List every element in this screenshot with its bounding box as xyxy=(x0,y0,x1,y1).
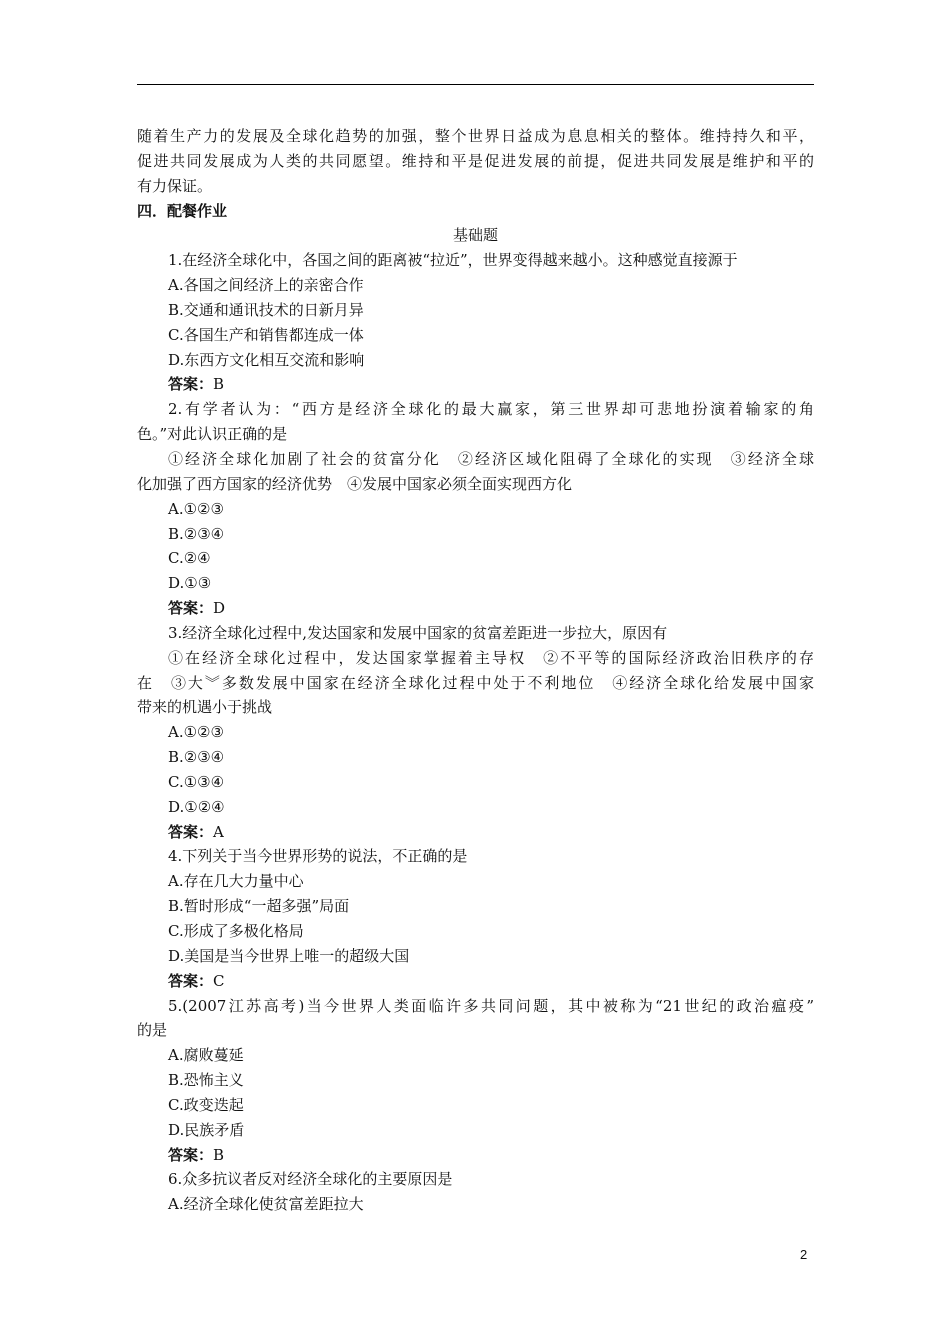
answer-line xyxy=(137,1143,814,1168)
answer-line xyxy=(137,969,814,994)
intro-line: 有力保证。 xyxy=(137,176,213,195)
option: D.①②④ xyxy=(168,797,225,816)
option: A.腐败蔓延 xyxy=(168,1046,244,1065)
answer-value: D xyxy=(213,599,226,618)
statement: 化加强了西方国家的经济优势 ④发展中国家必须全面实现西方化 xyxy=(137,474,573,493)
answer-value: B xyxy=(213,1145,225,1164)
option: A.存在几大力量中心 xyxy=(168,872,304,891)
option: C.各国生产和销售都连成一体 xyxy=(168,325,364,344)
answer-line xyxy=(137,596,814,621)
question-stem: 6.众多抗议者反对经济全球化的主要原因是 xyxy=(168,1170,453,1189)
answer-value: C xyxy=(213,971,225,990)
answer-label: 答案： xyxy=(168,599,214,618)
question-stem: 色。”对此认识正确的是 xyxy=(137,425,288,444)
section-heading: 四．配餐作业 xyxy=(137,201,228,220)
option: C.②④ xyxy=(168,549,211,568)
option: B.恐怖主义 xyxy=(168,1071,244,1090)
subheading: 基础题 xyxy=(452,226,498,245)
option: D.美国是当今世界上唯一的超级大国 xyxy=(168,946,410,965)
question-stem: 4.下列关于当今世界形势的说法，不正确的是 xyxy=(168,847,468,866)
answer-line xyxy=(137,372,814,397)
question-stem: 3.经济全球化过程中,发达国家和发展中国家的贫富差距进一步拉大，原因有 xyxy=(168,623,668,642)
answer-value: B xyxy=(213,375,225,394)
statement: 带来的机遇小于挑战 xyxy=(137,698,273,717)
option: C.①③④ xyxy=(168,772,225,791)
answer-label: 答案： xyxy=(168,375,214,394)
option: C.政变迭起 xyxy=(168,1095,244,1114)
answer-label: 答案： xyxy=(168,822,214,841)
answer-label: 答案： xyxy=(168,1145,214,1164)
option: A.①②③ xyxy=(168,723,224,742)
statement: ①经济全球化加剧了社会的贫富分化 ②经济区域化阻碍了全球化的实现 ③经济全球 xyxy=(168,449,814,468)
question-stem: 的是 xyxy=(137,1021,168,1040)
question-stem: 5.(2007江苏高考)当今世界人类面临许多共同问题，其中被称为“21世纪的政治瘟疫” xyxy=(168,996,814,1015)
page-number: 2 xyxy=(800,1247,808,1262)
statement: 在 ③大︾多数发展中国家在经济全球化过程中处于不利地位 ④经济全球化给发展中国家 xyxy=(137,673,814,692)
option: B.暂时形成“一超多强”局面 xyxy=(168,897,350,916)
answer-label: 答案： xyxy=(168,971,214,990)
intro-line: 随着生产力的发展及全球化趋势的加强，整个世界日益成为息息相关的整体。维持持久和平， xyxy=(137,127,814,145)
option: D.民族矛盾 xyxy=(168,1120,245,1139)
question-stem: 1.在经济全球化中，各国之间的距离被“拉近”，世界变得越来越小。这种感觉直接源于 xyxy=(168,251,738,270)
option: A.各国之间经济上的亲密合作 xyxy=(168,276,364,295)
intro-line: 促进共同发展成为人类的共同愿望。维持和平是促进发展的前提，促进共同发展是维护和平的 xyxy=(137,151,814,170)
statement: ①在经济全球化过程中，发达国家掌握着主导权 ②不平等的国际经济政治旧秩序的存 xyxy=(168,648,814,667)
question-stem: 2.有学者认为：“西方是经济全球化的最大赢家，第三世界却可悲地扮演着输家的角 xyxy=(168,400,814,419)
option: A.①②③ xyxy=(168,499,224,518)
header-rule xyxy=(137,84,814,85)
document-body xyxy=(137,124,814,1217)
answer-line xyxy=(137,820,814,845)
option: D.东西方文化相互交流和影响 xyxy=(168,350,365,369)
option: B.②③④ xyxy=(168,748,225,767)
option: C.形成了多极化格局 xyxy=(168,922,304,940)
option: B.交通和通讯技术的日新月异 xyxy=(168,300,364,319)
answer-value: A xyxy=(213,822,224,841)
option: A.经济全球化使贫富差距拉大 xyxy=(168,1195,364,1214)
option: B.②③④ xyxy=(168,524,225,543)
option: D.①③ xyxy=(168,574,212,593)
